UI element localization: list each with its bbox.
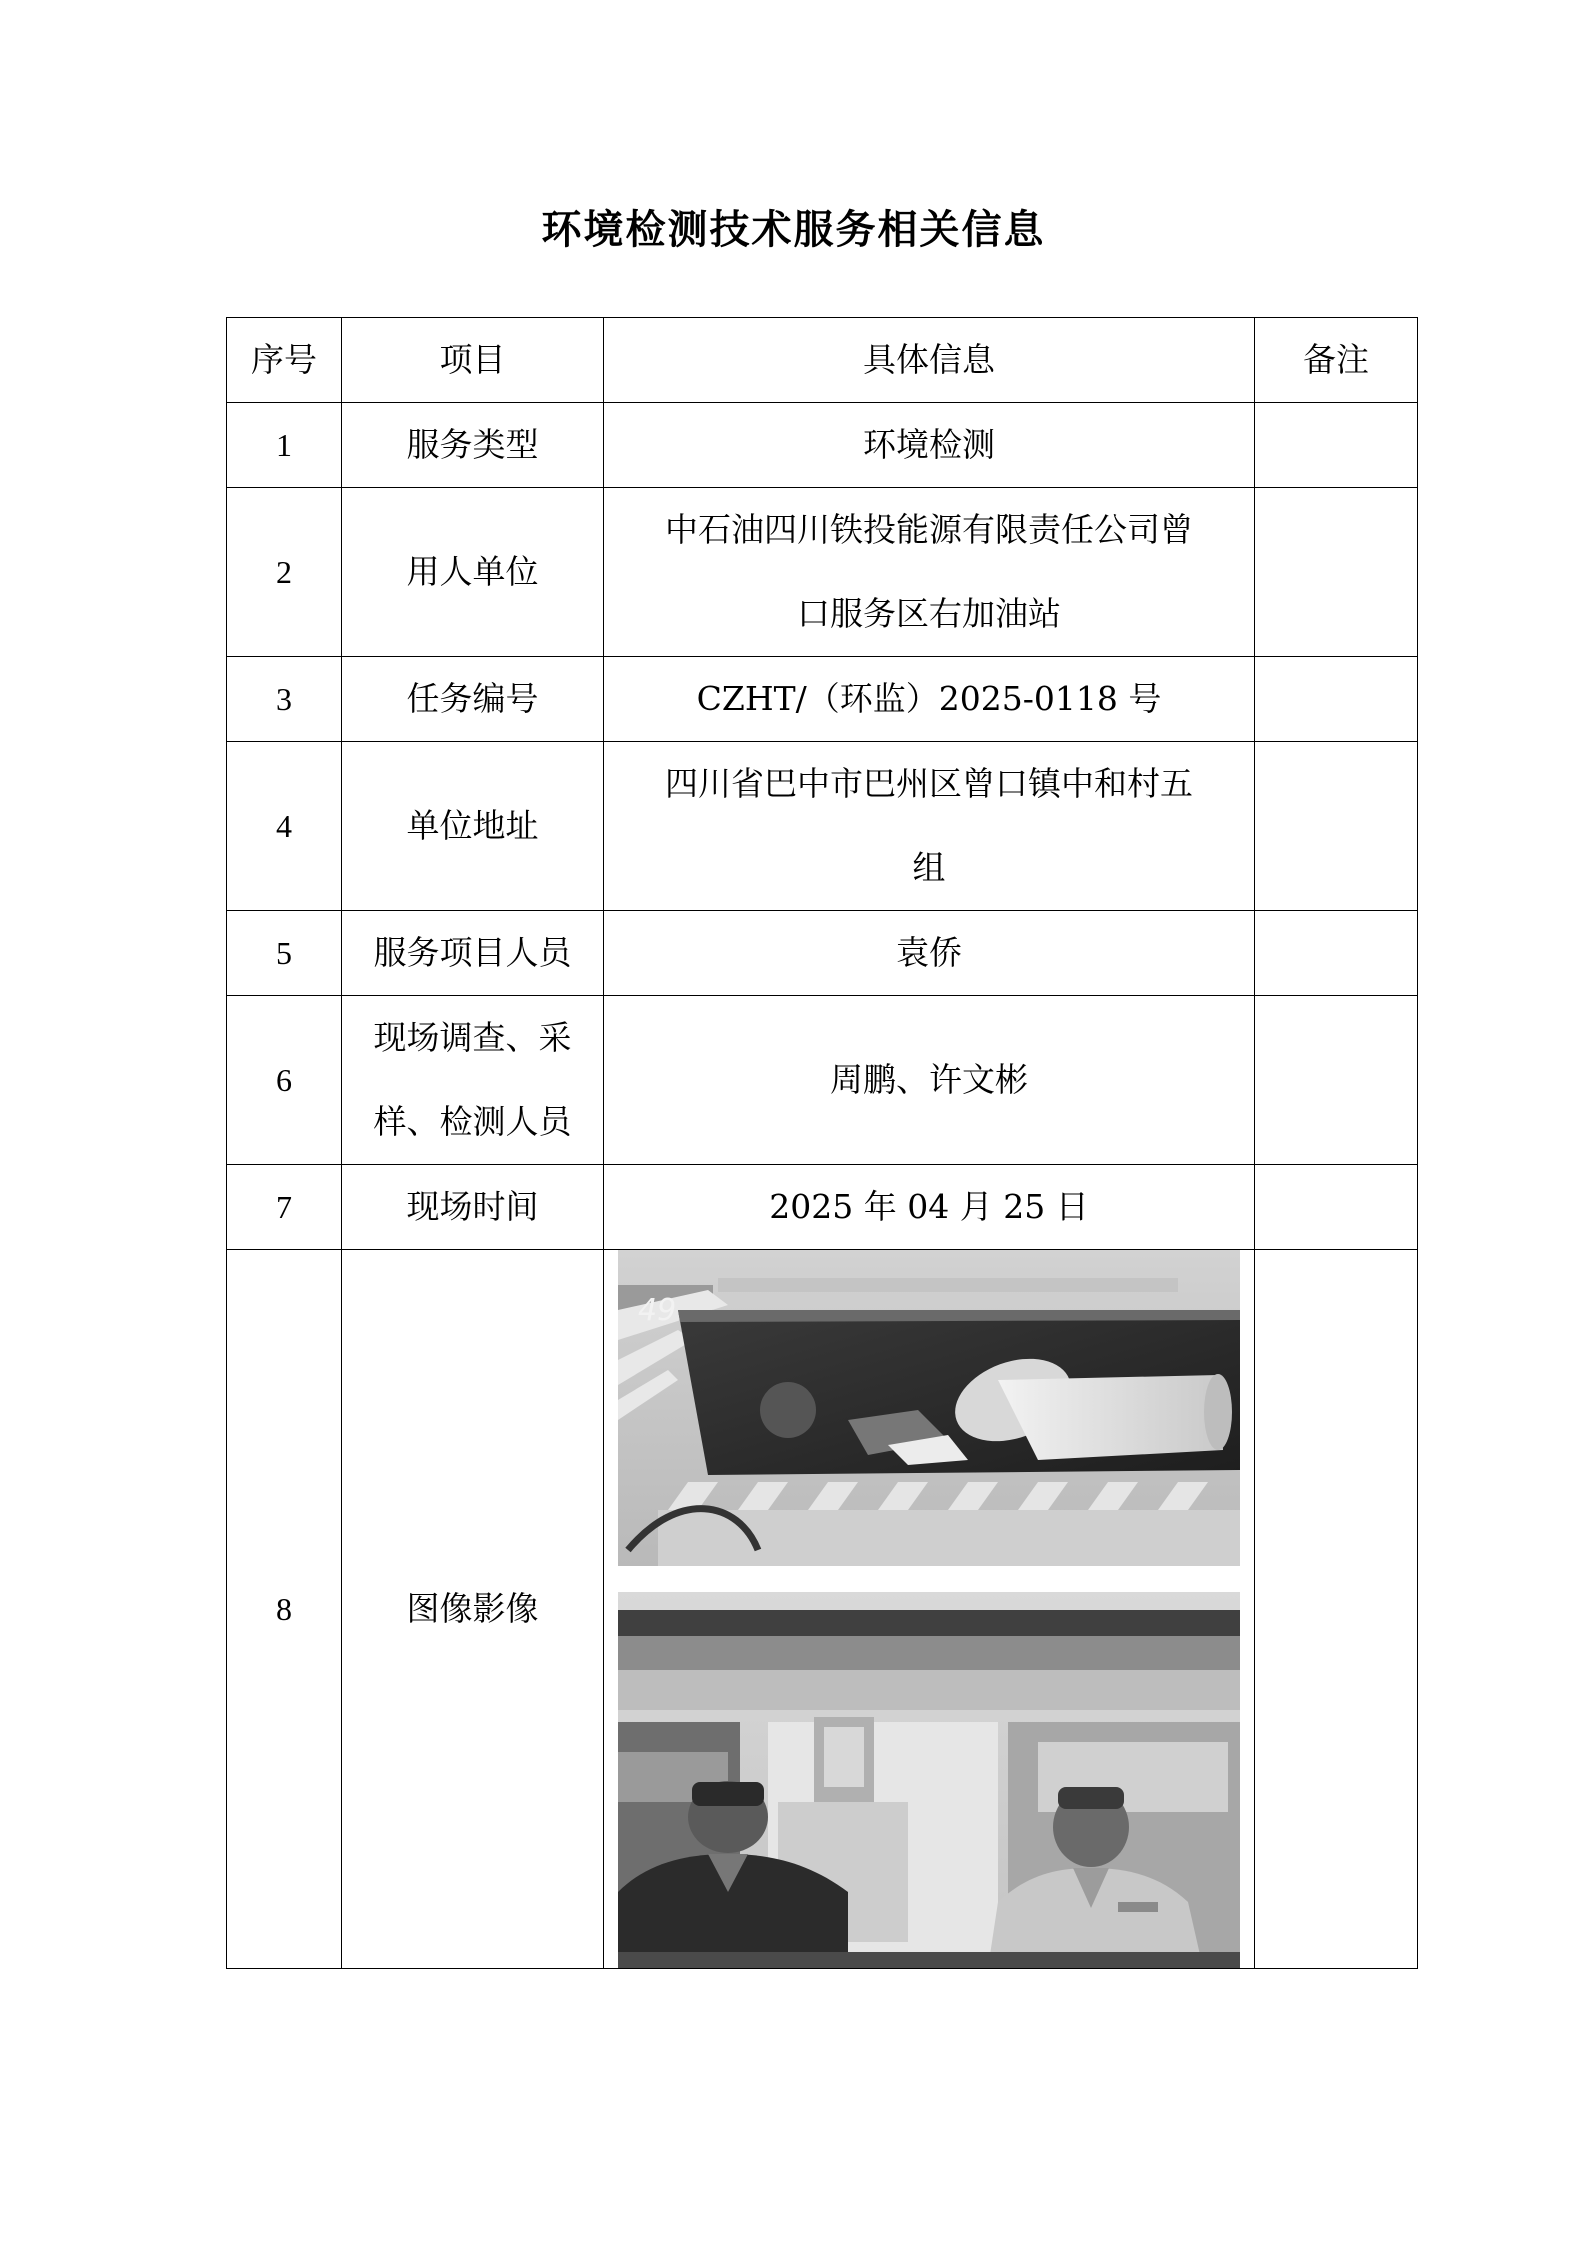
row-info [604, 488, 1255, 657]
row-note [1255, 742, 1418, 911]
table-row [227, 657, 1418, 742]
row-note [1255, 996, 1418, 1165]
row-note [1255, 657, 1418, 742]
photo-overlay-text: 49 [638, 1293, 677, 1328]
row-seq: 1 [227, 403, 342, 488]
row-note [1255, 403, 1418, 488]
site-personnel-photo [618, 1592, 1240, 1968]
row-item: 任务编号 [342, 657, 604, 742]
row-note [1255, 488, 1418, 657]
table-row [227, 742, 1418, 911]
row-info: CZHT/（环监）2025-0118 号 [604, 657, 1255, 742]
header-seq: 序号 [227, 318, 342, 403]
row-seq: 7 [227, 1165, 342, 1250]
row-note [1255, 1165, 1418, 1250]
row-info-line: 中石油四川铁投能源有限责任公司曾 [665, 510, 1193, 549]
row-item: 现场时间 [342, 1165, 604, 1250]
row-info-line: 组 [912, 848, 946, 887]
table-row [227, 1250, 1418, 1969]
site-sampling-photo [618, 1250, 1240, 1566]
table-row [227, 403, 1418, 488]
row-info: 袁侨 [604, 911, 1255, 996]
header-info: 具体信息 [604, 318, 1255, 403]
row-info: 周鹏、许文彬 [604, 996, 1255, 1165]
header-note: 备注 [1255, 318, 1418, 403]
row-seq: 8 [227, 1250, 342, 1969]
row-seq: 2 [227, 488, 342, 657]
header-item: 项目 [342, 318, 604, 403]
row-seq: 4 [227, 742, 342, 911]
row-info-line: 口服务区右加油站 [797, 594, 1061, 633]
row-images [604, 1250, 1255, 1969]
row-seq: 3 [227, 657, 342, 742]
row-item: 图像影像 [342, 1250, 604, 1969]
row-item: 用人单位 [342, 488, 604, 657]
row-note [1255, 1250, 1418, 1969]
row-info: 2025 年 04 月 25 日 [604, 1165, 1255, 1250]
table-header-row [227, 318, 1418, 403]
row-info: 环境检测 [604, 403, 1255, 488]
table-row [227, 1165, 1418, 1250]
info-table [226, 317, 1418, 1969]
row-item-line: 样、检测人员 [373, 1102, 572, 1141]
row-item [342, 996, 604, 1165]
table-row [227, 996, 1418, 1165]
row-info [604, 742, 1255, 911]
row-info-line: 四川省巴中市巴州区曾口镇中和村五 [665, 764, 1193, 803]
row-seq: 6 [227, 996, 342, 1165]
row-item: 服务项目人员 [342, 911, 604, 996]
row-note [1255, 911, 1418, 996]
table-row [227, 911, 1418, 996]
page-title: 环境检测技术服务相关信息 [541, 206, 1046, 253]
row-item: 服务类型 [342, 403, 604, 488]
row-item: 单位地址 [342, 742, 604, 911]
row-item-line: 现场调查、采 [373, 1018, 572, 1057]
row-seq: 5 [227, 911, 342, 996]
table-row [227, 488, 1418, 657]
